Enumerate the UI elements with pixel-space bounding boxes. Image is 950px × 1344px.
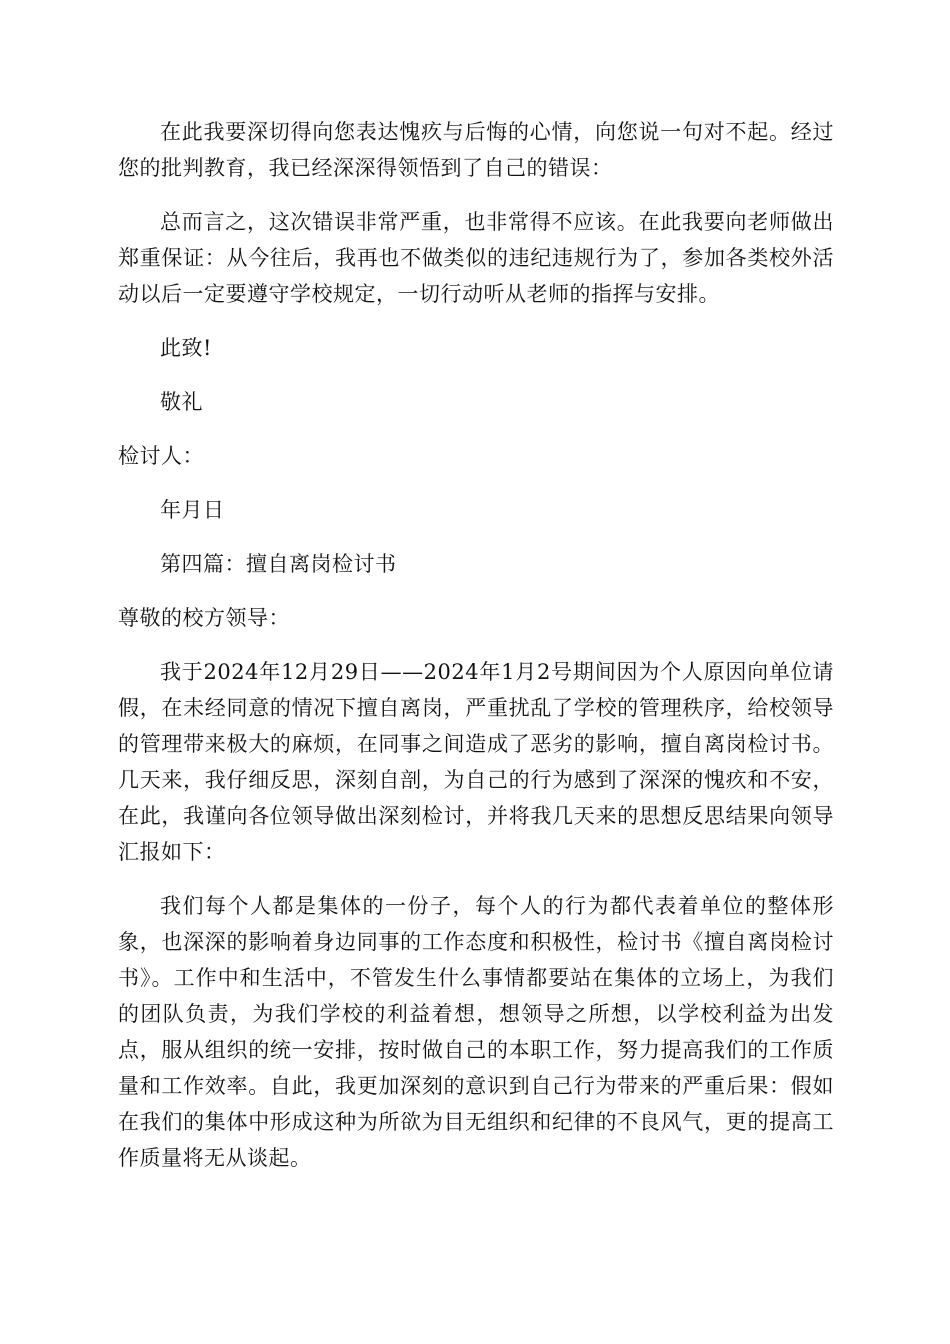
paragraph-apology: 在此我要深切得向您表达愧疚与后悔的心情，向您说一句对不起。经过您的批判教育，我已经深深得领悟到了自己的错误： (118, 120, 834, 180)
document-page (118, 114, 834, 1194)
salutation: 尊敬的校方领导： (118, 606, 290, 630)
paragraph-guarantee: 总而言之，这次错误非常严重，也非常得不应该。在此我要向老师做出郑重保证：从今往后，我再也不做类似的违纪违规行为了，参加各类校外活动以后一定要遵守学校规定，一切行动听从老师的指挥与安排。 (118, 210, 834, 306)
section-title: 第四篇：擅自离岗检讨书 (160, 552, 397, 576)
paragraph-reflection: 我们每个人都是集体的一份子，每个人的行为都代表着单位的整体形象，也深深的影响着身边同事的工作态度和积极性，检讨书《擅自离岗检讨书》。工作中和生活中，不管发生什么事情都要站在集体的立场上，为我们的团队负责，为我们学校的利益着想，想领导之所想，以学校利益为出发点，服从组织的统一安排，按时做自己的本职工作，努力提高我们的工作质量和工作效率。自此，我更加深刻的意识到自己行为带来的严重后果：假如在我们的集体中形成这种为所欲为目无组织和纪律的不良风气，更的提高工作质量将无从谈起。 (118, 894, 834, 1170)
closing-regards: 敬礼 (160, 390, 203, 414)
paragraph-incident: 我于2024年12月29日——2024年1月2号期间因为个人原因向单位请假，在未经同意的情况下擅自离岗，严重扰乱了学校的管理秩序，给校领导的管理带来极大的麻烦，在同事之间造成了恶劣的影响，擅自离岗检讨书。几天来，我仔细反思，深刻自剖，为自己的行为感到了深深的愧疚和不安，在此，我谨向各位领导做出深刻检讨，并将我几天来的思想反思结果向领导汇报如下： (118, 660, 834, 864)
signature-label: 检讨人： (118, 444, 204, 468)
closing-salutation: 此致! (160, 336, 212, 360)
date-label: 年月日 (160, 498, 225, 522)
